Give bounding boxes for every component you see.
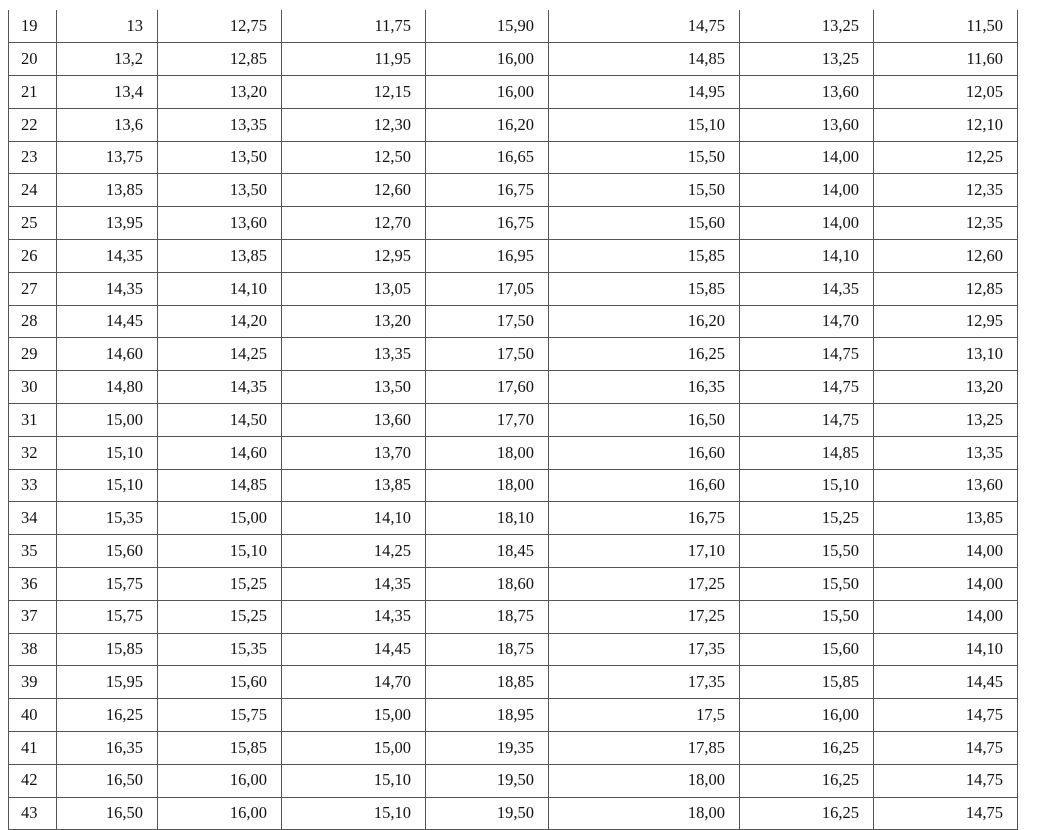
table-cell: 12,35	[874, 207, 1018, 240]
table-cell: 16,60	[549, 436, 740, 469]
row-index-cell: 22	[9, 108, 57, 141]
table-cell: 15,10	[282, 797, 426, 830]
table-cell: 18,45	[426, 535, 549, 568]
table-cell: 15,10	[57, 436, 158, 469]
row-index-cell: 34	[9, 502, 57, 535]
table-cell: 13,35	[874, 436, 1018, 469]
row-index-cell: 28	[9, 305, 57, 338]
table-cell: 11,95	[282, 43, 426, 76]
table-cell: 15,50	[740, 600, 874, 633]
table-row	[9, 469, 1018, 502]
table-cell: 13,85	[282, 469, 426, 502]
table-cell: 11,75	[282, 10, 426, 43]
table-cell: 14,75	[874, 797, 1018, 830]
table-cell: 12,95	[282, 240, 426, 273]
row-index-cell: 26	[9, 240, 57, 273]
table-row	[9, 174, 1018, 207]
table-cell: 13,60	[282, 404, 426, 437]
row-index-cell: 31	[9, 404, 57, 437]
table-cell: 14,10	[874, 633, 1018, 666]
table-cell: 13,20	[158, 76, 282, 109]
table-cell: 14,60	[57, 338, 158, 371]
table-cell: 13,60	[158, 207, 282, 240]
table-cell: 16,20	[549, 305, 740, 338]
table-cell: 18,75	[426, 600, 549, 633]
table-cell: 12,70	[282, 207, 426, 240]
table-cell: 14,60	[158, 436, 282, 469]
table-cell: 14,00	[874, 568, 1018, 601]
table-cell: 17,60	[426, 371, 549, 404]
table-cell: 14,85	[158, 469, 282, 502]
table-row	[9, 404, 1018, 437]
table-cell: 15,00	[282, 732, 426, 765]
table-cell: 17,25	[549, 568, 740, 601]
table-cell: 15,75	[57, 568, 158, 601]
table-cell: 15,85	[549, 240, 740, 273]
table-cell: 14,70	[282, 666, 426, 699]
table-cell: 15,95	[57, 666, 158, 699]
table-cell: 16,00	[158, 764, 282, 797]
table-cell: 12,30	[282, 108, 426, 141]
table-cell: 12,25	[874, 141, 1018, 174]
table-cell: 17,10	[549, 535, 740, 568]
table-cell: 12,85	[158, 43, 282, 76]
table-cell: 14,35	[158, 371, 282, 404]
table-cell: 15,25	[158, 600, 282, 633]
row-index-cell: 30	[9, 371, 57, 404]
data-table	[8, 10, 1018, 830]
table-cell: 16,60	[549, 469, 740, 502]
table-row	[9, 43, 1018, 76]
table-cell: 14,10	[158, 272, 282, 305]
table-row	[9, 633, 1018, 666]
row-index-cell: 29	[9, 338, 57, 371]
table-cell: 13,75	[57, 141, 158, 174]
table-cell: 15,60	[57, 535, 158, 568]
table-cell: 14,35	[740, 272, 874, 305]
row-index-cell: 19	[9, 10, 57, 43]
table-cell: 16,00	[740, 699, 874, 732]
table-row	[9, 10, 1018, 43]
table-cell: 11,60	[874, 43, 1018, 76]
table-cell: 18,75	[426, 633, 549, 666]
table-cell: 13,50	[158, 141, 282, 174]
table-cell: 13,05	[282, 272, 426, 305]
table-row	[9, 141, 1018, 174]
table-cell: 15,85	[57, 633, 158, 666]
table-cell: 15,00	[158, 502, 282, 535]
table-row	[9, 272, 1018, 305]
table-cell: 14,45	[282, 633, 426, 666]
table-cell: 18,00	[549, 797, 740, 830]
table-row	[9, 108, 1018, 141]
row-index-cell: 37	[9, 600, 57, 633]
table-cell: 15,10	[158, 535, 282, 568]
table-cell: 14,00	[874, 600, 1018, 633]
table-cell: 14,00	[740, 141, 874, 174]
table-cell: 12,75	[158, 10, 282, 43]
table-cell: 16,35	[549, 371, 740, 404]
table-cell: 13,20	[282, 305, 426, 338]
table-row	[9, 305, 1018, 338]
table-cell: 15,60	[549, 207, 740, 240]
table-cell: 15,10	[740, 469, 874, 502]
table-row	[9, 207, 1018, 240]
table-cell: 13,85	[158, 240, 282, 273]
table-cell: 13,35	[158, 108, 282, 141]
table-row	[9, 502, 1018, 535]
table-cell: 14,75	[874, 764, 1018, 797]
table-cell: 16,20	[426, 108, 549, 141]
table-cell: 13,50	[158, 174, 282, 207]
table-cell: 14,95	[549, 76, 740, 109]
table-cell: 15,75	[158, 699, 282, 732]
table-cell: 12,10	[874, 108, 1018, 141]
table-cell: 13,6	[57, 108, 158, 141]
table-cell: 12,60	[282, 174, 426, 207]
table-cell: 16,00	[158, 797, 282, 830]
table-cell: 16,75	[549, 502, 740, 535]
table-cell: 19,50	[426, 797, 549, 830]
table-row	[9, 240, 1018, 273]
table-cell: 15,10	[549, 108, 740, 141]
table-cell: 18,60	[426, 568, 549, 601]
table-row	[9, 436, 1018, 469]
table-cell: 15,25	[158, 568, 282, 601]
table-cell: 13,25	[874, 404, 1018, 437]
row-index-cell: 43	[9, 797, 57, 830]
table-cell: 19,50	[426, 764, 549, 797]
table-cell: 16,25	[57, 699, 158, 732]
table-cell: 15,25	[740, 502, 874, 535]
table-cell: 16,25	[740, 764, 874, 797]
table-cell: 18,85	[426, 666, 549, 699]
row-index-cell: 23	[9, 141, 57, 174]
table-body	[9, 10, 1018, 830]
row-index-cell: 35	[9, 535, 57, 568]
table-cell: 17,85	[549, 732, 740, 765]
table-cell: 15,75	[57, 600, 158, 633]
table-row	[9, 76, 1018, 109]
row-index-cell: 39	[9, 666, 57, 699]
table-row	[9, 600, 1018, 633]
table-cell: 12,50	[282, 141, 426, 174]
table-cell: 12,95	[874, 305, 1018, 338]
table-cell: 16,00	[426, 76, 549, 109]
row-index-cell: 40	[9, 699, 57, 732]
table-cell: 15,50	[740, 568, 874, 601]
table-cell: 13,60	[740, 108, 874, 141]
table-cell: 17,25	[549, 600, 740, 633]
table-row	[9, 568, 1018, 601]
table-row	[9, 732, 1018, 765]
table-cell: 11,50	[874, 10, 1018, 43]
table-cell: 12,15	[282, 76, 426, 109]
table-cell: 15,90	[426, 10, 549, 43]
table-cell: 13,70	[282, 436, 426, 469]
table-cell: 17,35	[549, 666, 740, 699]
table-cell: 13,85	[874, 502, 1018, 535]
table-cell: 15,60	[158, 666, 282, 699]
table-cell: 14,35	[57, 272, 158, 305]
table-cell: 16,25	[549, 338, 740, 371]
table-cell: 16,75	[426, 207, 549, 240]
table-cell: 17,50	[426, 305, 549, 338]
table-cell: 13,2	[57, 43, 158, 76]
table-cell: 18,00	[549, 764, 740, 797]
table-cell: 16,50	[57, 797, 158, 830]
table-cell: 14,50	[158, 404, 282, 437]
table-row	[9, 699, 1018, 732]
table-cell: 13,25	[740, 10, 874, 43]
table-cell: 14,35	[282, 568, 426, 601]
table-cell: 16,25	[740, 732, 874, 765]
row-index-cell: 42	[9, 764, 57, 797]
table-cell: 14,75	[740, 404, 874, 437]
table-cell: 13,35	[282, 338, 426, 371]
row-index-cell: 32	[9, 436, 57, 469]
table-cell: 18,95	[426, 699, 549, 732]
table-cell: 14,70	[740, 305, 874, 338]
table-cell: 14,75	[874, 699, 1018, 732]
table-cell: 12,85	[874, 272, 1018, 305]
table-cell: 17,70	[426, 404, 549, 437]
table-cell: 18,00	[426, 436, 549, 469]
table-cell: 13,95	[57, 207, 158, 240]
table-cell: 15,85	[740, 666, 874, 699]
table-cell: 15,50	[549, 141, 740, 174]
table-cell: 13,4	[57, 76, 158, 109]
row-index-cell: 36	[9, 568, 57, 601]
table-cell: 16,00	[426, 43, 549, 76]
table-cell: 12,35	[874, 174, 1018, 207]
table-cell: 17,05	[426, 272, 549, 305]
table-cell: 13,50	[282, 371, 426, 404]
row-index-cell: 41	[9, 732, 57, 765]
table-cell: 15,50	[740, 535, 874, 568]
row-index-cell: 38	[9, 633, 57, 666]
table-cell: 14,80	[57, 371, 158, 404]
table-cell: 16,50	[549, 404, 740, 437]
table-cell: 16,35	[57, 732, 158, 765]
table-cell: 14,00	[740, 174, 874, 207]
table-cell: 13,25	[740, 43, 874, 76]
table-cell: 17,50	[426, 338, 549, 371]
table-cell: 14,85	[740, 436, 874, 469]
row-index-cell: 33	[9, 469, 57, 502]
table-cell: 12,05	[874, 76, 1018, 109]
table-cell: 15,00	[282, 699, 426, 732]
table-cell: 16,65	[426, 141, 549, 174]
table-cell: 14,25	[282, 535, 426, 568]
table-cell: 14,45	[874, 666, 1018, 699]
table-cell: 18,00	[426, 469, 549, 502]
table-cell: 17,5	[549, 699, 740, 732]
table-cell: 15,10	[282, 764, 426, 797]
table-row	[9, 797, 1018, 830]
table-row	[9, 535, 1018, 568]
table-cell: 14,75	[549, 10, 740, 43]
table-cell: 13,60	[740, 76, 874, 109]
table-cell: 15,85	[158, 732, 282, 765]
table-cell: 13	[57, 10, 158, 43]
table-cell: 13,60	[874, 469, 1018, 502]
table-cell: 15,60	[740, 633, 874, 666]
table-cell: 16,95	[426, 240, 549, 273]
table-cell: 13,20	[874, 371, 1018, 404]
table-cell: 15,35	[57, 502, 158, 535]
table-row	[9, 371, 1018, 404]
table-cell: 19,35	[426, 732, 549, 765]
row-index-cell: 21	[9, 76, 57, 109]
table-cell: 16,75	[426, 174, 549, 207]
table-cell: 14,75	[740, 338, 874, 371]
table-cell: 14,75	[740, 371, 874, 404]
table-row	[9, 764, 1018, 797]
row-index-cell: 24	[9, 174, 57, 207]
table-cell: 17,35	[549, 633, 740, 666]
data-table-container	[8, 10, 1018, 830]
table-cell: 16,50	[57, 764, 158, 797]
table-cell: 14,00	[740, 207, 874, 240]
table-cell: 14,10	[740, 240, 874, 273]
table-cell: 15,10	[57, 469, 158, 502]
table-cell: 14,35	[282, 600, 426, 633]
table-cell: 15,50	[549, 174, 740, 207]
table-cell: 13,85	[57, 174, 158, 207]
table-cell: 14,75	[874, 732, 1018, 765]
table-cell: 14,10	[282, 502, 426, 535]
row-index-cell: 20	[9, 43, 57, 76]
table-cell: 14,00	[874, 535, 1018, 568]
table-cell: 15,35	[158, 633, 282, 666]
table-row	[9, 666, 1018, 699]
row-index-cell: 27	[9, 272, 57, 305]
table-cell: 15,85	[549, 272, 740, 305]
table-cell: 14,20	[158, 305, 282, 338]
table-cell: 14,45	[57, 305, 158, 338]
table-cell: 14,25	[158, 338, 282, 371]
table-cell: 18,10	[426, 502, 549, 535]
table-cell: 14,85	[549, 43, 740, 76]
row-index-cell: 25	[9, 207, 57, 240]
table-cell: 15,00	[57, 404, 158, 437]
table-cell: 13,10	[874, 338, 1018, 371]
table-cell: 14,35	[57, 240, 158, 273]
table-cell: 16,25	[740, 797, 874, 830]
table-cell: 12,60	[874, 240, 1018, 273]
table-row	[9, 338, 1018, 371]
